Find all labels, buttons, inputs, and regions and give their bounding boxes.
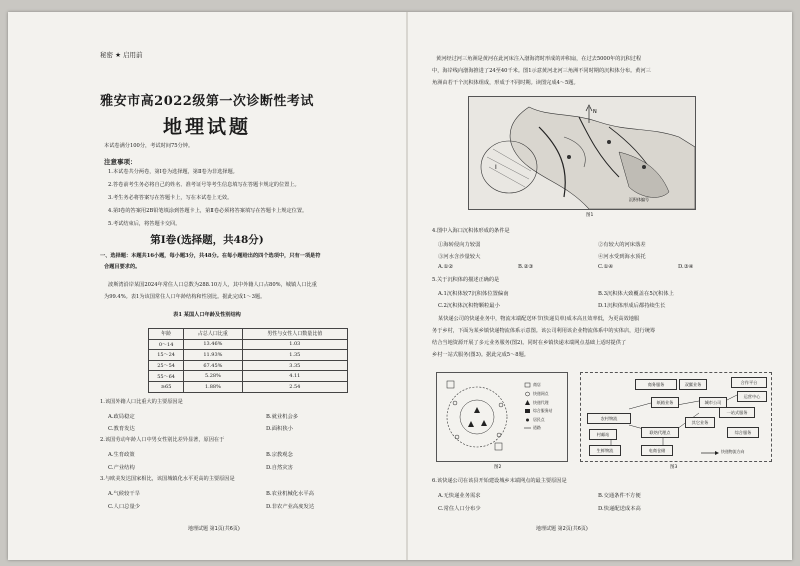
question-stem: 5.关于沉积体的描述正确的是 [432, 277, 500, 283]
table-row [149, 339, 348, 350]
option-c[interactable]: C.①④ [598, 264, 614, 270]
delta-map-svg [469, 97, 695, 209]
table-cell: 15～24 [149, 350, 184, 361]
section-instruction [100, 253, 320, 260]
legend-item: 快递网点 [533, 391, 549, 396]
option-a[interactable]: A.①② [438, 264, 454, 270]
table-cell: 11.93% [184, 350, 242, 361]
figure-3-diagram [580, 372, 772, 462]
figure-caption: 图3 [670, 465, 678, 470]
node-operation-center: 运营中心 [737, 391, 767, 402]
svg-text:Ⅰ: Ⅰ [495, 164, 497, 171]
passage-line: 结合当地资源开展了多元业务服务(图2)。同时在乡镇快递末端网点基础上适时提供了 [432, 340, 627, 346]
population-table [148, 328, 348, 393]
node-agent-point: 联络代理点 [641, 427, 679, 438]
option-b[interactable]: B.3沉积体大致覆盖在5沉积体上 [598, 291, 674, 297]
option-a[interactable]: A.气候较干旱 [108, 491, 140, 497]
option-d[interactable]: D.1沉积体形成后都持续生长 [598, 303, 666, 309]
page-right [408, 12, 792, 560]
fig2-svg [437, 373, 567, 461]
legend-item: 快递代理 [533, 400, 549, 405]
option-d[interactable]: D.自然灾害 [266, 465, 293, 471]
table-row [149, 350, 348, 361]
page-footer: 地理试题 第1页(共6页) [188, 526, 240, 532]
option-d[interactable]: D.快递配送成本高 [598, 506, 641, 512]
table-cell: 4.11 [242, 371, 347, 382]
instruction-text: 本题共16小题，每小题3分，共48分。在每小题给出的四个选项中，只有一项是符 [131, 253, 321, 259]
legend-item: 综合服务站 [533, 408, 553, 413]
instruction-prefix: 一、选择题： [100, 253, 132, 259]
legend-item: 商店 [533, 382, 541, 387]
node-city-company: 城市公司 [699, 397, 727, 408]
table-cell: 25～54 [149, 360, 184, 371]
page-footer: 地理试题 第2页(共6页) [536, 526, 588, 532]
passage-line: 黄河经过河三角洲是黄河在此河床注入渤海湾时形成的冲积扇，在过去5000年的沉积过程 [436, 56, 642, 62]
option-b[interactable]: B.交通条件不方便 [598, 493, 641, 499]
question-stem: 3.与欧美发达国家相比，该国城镇化水平更高的主要原因是 [100, 476, 235, 482]
legend-item: 居民点 [533, 417, 545, 422]
option-c[interactable]: C.常住人口分布少 [438, 506, 481, 512]
statement-3: ③河水含沙量较大 [438, 254, 481, 260]
page-left [8, 12, 406, 560]
option-d[interactable]: D.非农产业高度发达 [266, 504, 315, 510]
table-cell: 1.35 [242, 350, 347, 361]
arrow-legend: 快递物流方向 [721, 449, 745, 454]
option-a[interactable]: A.无快递业务需求 [438, 493, 481, 499]
option-b[interactable]: B.宗教观念 [266, 452, 293, 458]
node-dual-business: 双翼业务 [679, 379, 707, 390]
table-cell: 2.54 [242, 381, 347, 392]
notice-item: 2.答卷前考生务必将自己的姓名、准考证号等考生信息填写在答题卡规定的位置上。 [108, 182, 300, 188]
passage-line: 务于乡村，下面为某乡镇快递物流体系示意图。该公司利用该企业物流体系中的实体店，进行统筹 [432, 328, 656, 334]
option-b[interactable]: B.农业机械化水平高 [266, 491, 314, 497]
table-cell: 3.35 [242, 360, 347, 371]
table-header-cell: 占总人口比重 [184, 329, 242, 340]
option-a[interactable]: A.政局稳定 [108, 414, 135, 420]
figure-1-map [468, 96, 696, 210]
node-other-business: 其它业务 [685, 417, 715, 428]
option-c[interactable]: C.2沉积体沉积物颗粒最小 [438, 303, 500, 309]
figure-2-diagram [436, 372, 568, 462]
node-ecommerce-storage: 电商仓储 [641, 445, 673, 456]
option-b[interactable]: B.②③ [518, 264, 534, 270]
table-header-row [149, 329, 348, 340]
table-header-cell: 年龄 [149, 329, 184, 340]
statement-2: ②有较大的河床落差 [598, 242, 646, 248]
statement-1: ①海转侵向力较弱 [438, 242, 481, 248]
exam-title: 雅安市高2022级第一次诊断性考试 [100, 94, 314, 109]
notice-item: 1.本试卷共分两卷，第Ⅰ卷为选择题，第Ⅱ卷为非选择题。 [108, 169, 238, 175]
section-heading: 第Ⅰ卷(选择题，共48分) [150, 234, 264, 246]
table-cell: 1.03 [242, 339, 347, 350]
option-c[interactable]: C.人口总量少 [108, 504, 141, 510]
table-cell: 67.45% [184, 360, 242, 371]
option-a[interactable]: A.生育政策 [108, 452, 135, 458]
node-carton-business: 纸箱业务 [651, 397, 679, 408]
passage-line: 为99.4%。表1为该国常住人口年龄结构和性别比。据此完成1～3题。 [104, 294, 266, 300]
subject-title: 地理试题 [162, 116, 251, 138]
figure-caption: 图2 [494, 465, 502, 470]
node-rural-logistics: 农村物流 [587, 413, 631, 424]
scanned-sheet [8, 12, 792, 560]
legend-label: 沉积体编号 [629, 197, 649, 202]
passage-line: 某快递公司的快递业务中，物流末端配送环节(快递员单)成本高且效率低，为更高效地服 [438, 316, 640, 322]
node-village-post: 村邮站 [589, 429, 617, 440]
table-cell: 0～14 [149, 339, 184, 350]
question-stem: 2.该国劳动年龄人口中男女性别比差异显著，原因在于 [100, 437, 225, 443]
passage-line: 角洲由若干个沉积体组成，形成于不同时期。读图完成4～5题。 [432, 80, 579, 86]
table-cell: 13.46% [184, 339, 242, 350]
table-cell: 55～64 [149, 371, 184, 382]
node-partner-platform: 合作平台 [731, 377, 767, 388]
option-c[interactable]: C.教育发达 [108, 426, 135, 432]
notice-item: 4.第Ⅰ卷的答案用2B铅笔填涂到答题卡上，第Ⅱ卷必须将答案填写在答题卡上规定位置。 [108, 208, 308, 214]
table-row [149, 381, 348, 392]
passage-line: 波斯湾沿岸某国2024年常住人口总数为288.10万人，其中外籍人口占80%，城镇人口比重 [108, 282, 317, 288]
node-one-stop: 一站式服务 [719, 407, 755, 418]
intro-text: 本试卷满分100分，考试时间75分钟。 [104, 143, 194, 149]
option-c[interactable]: C.产业结构 [108, 465, 135, 471]
table-cell: 1.88% [184, 381, 242, 392]
table-header-cell: 男性与女性人口数量比值 [242, 329, 347, 340]
north-label: N [593, 109, 597, 115]
passage-line: 乡村一站式服务(图3)。据此完成5～8题。 [432, 352, 529, 358]
notice-item: 3.考生务必将答案写在答题卡上，写在本试卷上无效。 [108, 195, 233, 201]
table-row [149, 360, 348, 371]
node-comprehensive-service: 综合服务 [727, 427, 759, 438]
statement-4: ④河水受到海水顶托 [598, 254, 646, 260]
option-d[interactable]: D.③④ [678, 264, 694, 270]
notice-item: 5.考试结束后，将答题卡交回。 [108, 221, 181, 227]
question-stem: 6.该快递公司在该县开始建设城乡末端网点的最主要原因是 [432, 478, 567, 484]
question-stem: 1.该国外籍人口比重大的主要原因是 [100, 399, 183, 405]
question-stem: 4.图中入海口沉积体形成的条件是 [432, 228, 510, 234]
option-d[interactable]: D.面积狭小 [266, 426, 293, 432]
figure-caption: 图1 [586, 213, 594, 218]
instruction-line2: 合题目要求的。 [104, 264, 141, 270]
table-cell: ≥65 [149, 381, 184, 392]
node-fresh-logistics: 生鲜物流 [589, 445, 621, 456]
node-business-service: 商务服务 [635, 379, 677, 390]
secret-label: 秘密 ★ 启用前 [100, 51, 143, 59]
table-caption: 表1 某国人口年龄及性别结构 [173, 312, 241, 318]
legend-item: 道路 [533, 425, 541, 430]
table-row [149, 371, 348, 382]
option-a[interactable]: A.1沉积体较7沉积体位置偏南 [438, 291, 509, 297]
option-b[interactable]: B.就业机会多 [266, 414, 299, 420]
notice-heading: 注意事项： [104, 158, 137, 166]
passage-line: 中，海岸线向渤海推进了24至40千米。图1示意黄河北河三角洲不同时期的沉积体分布。黄河三 [432, 68, 651, 74]
table-cell: 5.28% [184, 371, 242, 382]
